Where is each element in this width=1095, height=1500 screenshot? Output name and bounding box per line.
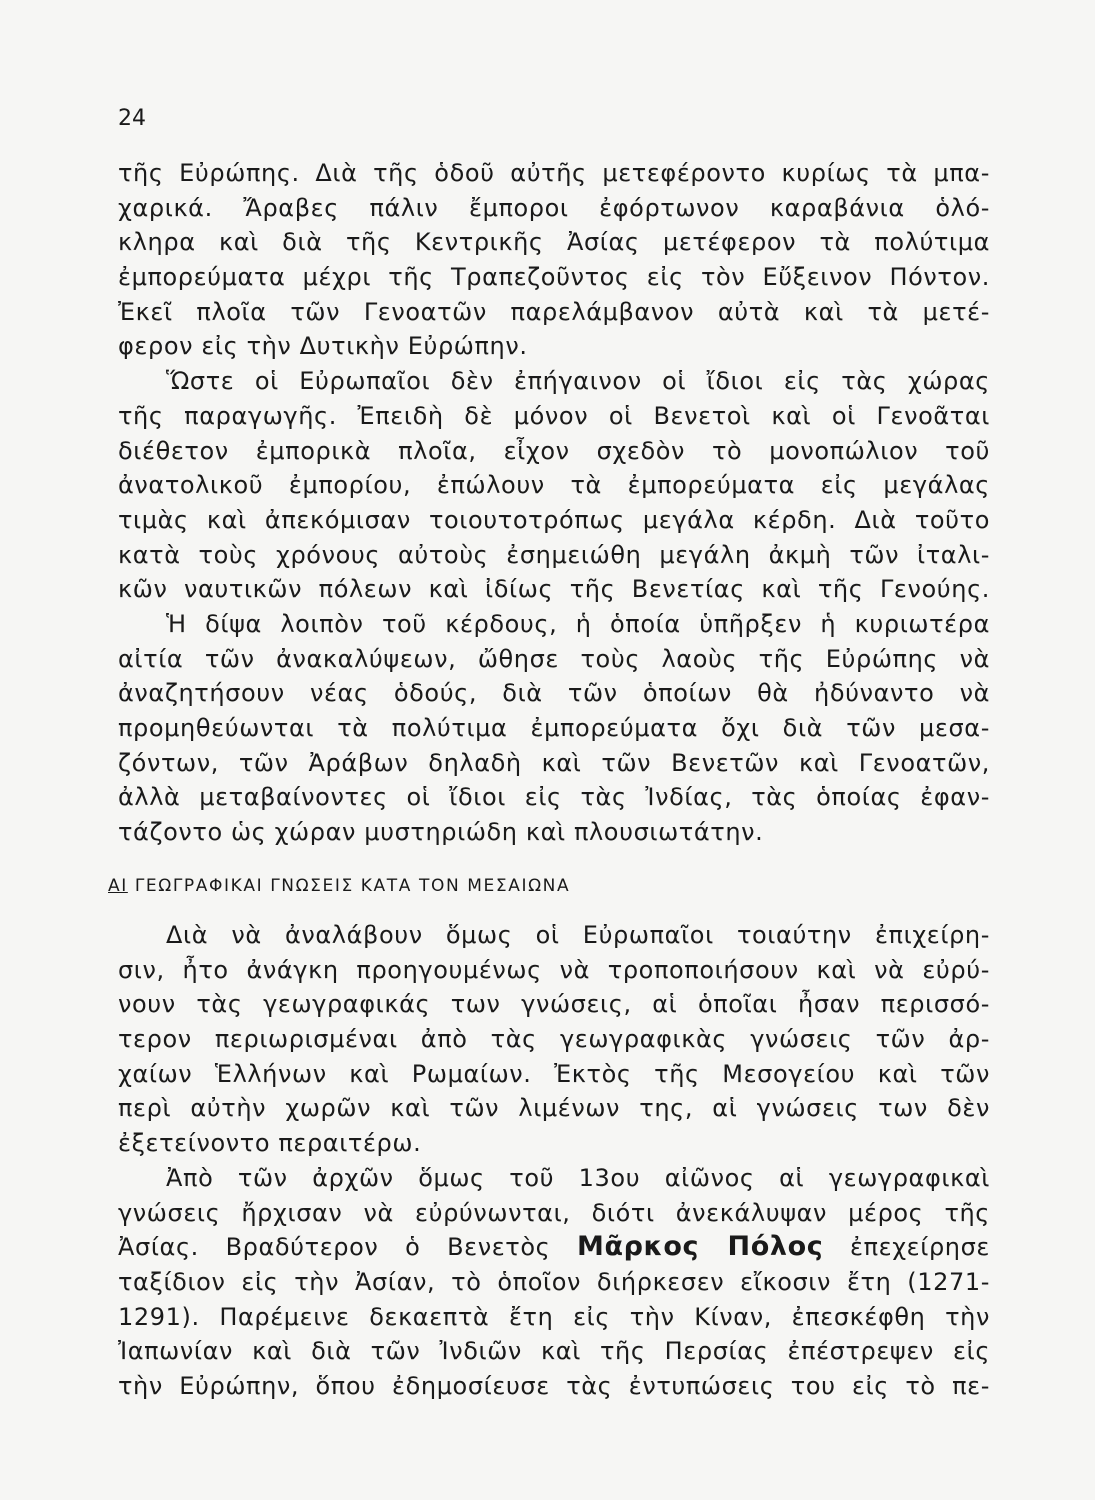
text-line: Ἀπὸ τῶν ἀρχῶν ὅμως τοῦ 13ου αἰῶνος αἱ γεωγραφικαὶ: [166, 1163, 990, 1192]
text-line: ζόντων, τῶν Ἀράβων δηλαδὴ καὶ τῶν Βενετῶν καὶ Γενοατῶν,: [118, 748, 990, 777]
body-text-bottom: [118, 918, 990, 1404]
text-line: τερον περιωρισμέναι ἀπὸ τὰς γεωγραφικὰς γνώσεις τῶν ἀρ-: [118, 1025, 990, 1054]
text-line: φερον εἰς τὴν Δυτικὴν Εὐρώπην.: [118, 332, 528, 361]
text-line: διέθετον ἐμπορικὰ πλοῖα, εἶχον σχεδὸν τὸ μονοπώλιον τοῦ: [118, 436, 990, 465]
text-line: τάζοντο ὡς χώραν μυστηριώδη καὶ πλουσιωτάτην.: [118, 818, 764, 847]
text-line: κατὰ τοὺς χρόνους αὐτοὺς ἐσημειώθη μεγάλη ἀκμὴ τῶν ἰταλι-: [118, 540, 990, 569]
person-name: Μᾶρκος Πόλος: [577, 1231, 824, 1263]
text-line: Ἰαπωνίαν καὶ διὰ τῶν Ἰνδιῶν καὶ τῆς Περσίας ἐπέστρεψεν εἰς: [118, 1337, 990, 1366]
text-line: ἀναζητήσουν νέας ὁδούς, διὰ τῶν ὁποίων θὰ ἠδύναντο νὰ: [118, 679, 990, 708]
text-line: τιμὰς καὶ ἀπεκόμισαν τοιουτοτρόπως μεγάλα κέρδη. Διὰ τοῦτο: [118, 505, 990, 534]
section-heading: [108, 876, 570, 896]
text-fragment: Ἀσίας. Βραδύτερον ὁ Βενετὸς: [118, 1233, 577, 1262]
text-line: τῆς Εὐρώπης. Διὰ τῆς ὁδοῦ αὐτῆς μετεφέροντο κυρίως τὰ μπα-: [118, 159, 990, 187]
text-line: χαρικά. Ἄραβες πάλιν ἔμποροι ἐφόρτωνον καραβάνια ὁλό-: [118, 193, 990, 222]
text-line: Διὰ νὰ ἀναλάβουν ὅμως οἱ Εὐρωπαῖοι τοιαύτην ἐπιχείρη-: [166, 921, 990, 949]
text-fragment: ἐπεχείρησε: [823, 1233, 990, 1262]
text-line: προμηθεύωνται τὰ πολύτιμα ἐμπορεύματα ὄχι διὰ τῶν μεσα-: [118, 714, 990, 742]
section-heading-prefix: ΑΙ: [108, 876, 128, 896]
text-line: νουν τὰς γεωγραφικάς των γνώσεις, αἱ ὁποῖαι ἦσαν περισσό-: [118, 990, 990, 1019]
page-number: 24: [118, 106, 146, 131]
text-line: ἐμπορεύματα μέχρι τῆς Τραπεζοῦντος εἰς τὸν Εὔξεινον Πόντον.: [118, 263, 990, 292]
text-line: τὴν Εὐρώπην, ὅπου ἐδημοσίευσε τὰς ἐντυπώσεις του εἰς τὸ πε-: [118, 1371, 990, 1400]
text-line: γνώσεις ἤρχισαν νὰ εὐρύνωνται, διότι ἀνεκάλυψαν μέρος τῆς: [118, 1198, 990, 1227]
text-line: κληρα καὶ διὰ τῆς Κεντρικῆς Ἀσίας μετέφερον τὰ πολύτιμα: [118, 228, 990, 257]
text-line: τῆς παραγωγῆς. Ἐπειδὴ δὲ μόνον οἱ Βενετοὶ καὶ οἱ Γενοᾶται: [118, 401, 990, 430]
text-line: ἀλλὰ μεταβαίνοντες οἱ ἴδιοι εἰς τὰς Ἰνδίας, τὰς ὁποίας ἐφαν-: [118, 783, 990, 812]
section-heading-text: ΓΕΩΓΡΑΦΙΚΑΙ ΓΝΩΣΕΙΣ ΚΑΤΑ ΤΟΝ ΜΕΣΑΙΩΝΑ: [127, 876, 571, 896]
text-line: 1291). Παρέμεινε δεκαεπτὰ ἔτη εἰς τὴν Κίναν, ἐπεσκέφθη τὴν: [118, 1302, 990, 1331]
text-line: αἰτία τῶν ἀνακαλύψεων, ὤθησε τοὺς λαοὺς τῆς Εὐρώπης νὰ: [118, 644, 990, 673]
text-line: σιν, ἦτο ἀνάγκη προηγουμένως νὰ τροποποιήσουν καὶ νὰ εὐρύ-: [118, 955, 990, 984]
text-line: ἐξετείνοντο περαιτέρω.: [118, 1129, 422, 1158]
text-line: Ὥστε οἱ Εὐρωπαῖοι δὲν ἐπήγαινον οἱ ἴδιοι εἰς τὰς χώρας: [166, 367, 990, 396]
text-line: περὶ αὐτὴν χωρῶν καὶ τῶν λιμένων της, αἱ γνώσεις των δὲν: [118, 1094, 990, 1123]
text-line: χαίων Ἑλλήνων καὶ Ρωμαίων. Ἐκτὸς τῆς Μεσογείου καὶ τῶν: [118, 1059, 990, 1088]
body-text-top: [118, 156, 990, 850]
text-line: Ἡ δίψα λοιπὸν τοῦ κέρδους, ἡ ὁποία ὑπῆρξεν ἡ κυριωτέρα: [166, 609, 990, 638]
text-line: ταξίδιον εἰς τὴν Ἀσίαν, τὸ ὁποῖον διήρκεσεν εἴκοσιν ἔτη (1271-: [118, 1267, 990, 1296]
text-line: [118, 1230, 990, 1265]
text-line: κῶν ναυτικῶν πόλεων καὶ ἰδίως τῆς Βενετίας καὶ τῆς Γενούης.: [118, 575, 990, 604]
text-line: ἀνατολικοῦ ἐμπορίου, ἐπώλουν τὰ ἐμπορεύματα εἰς μεγάλας: [118, 471, 990, 500]
text-line: Ἐκεῖ πλοῖα τῶν Γενοατῶν παρελάμβανον αὐτὰ καὶ τὰ μετέ-: [118, 297, 990, 326]
